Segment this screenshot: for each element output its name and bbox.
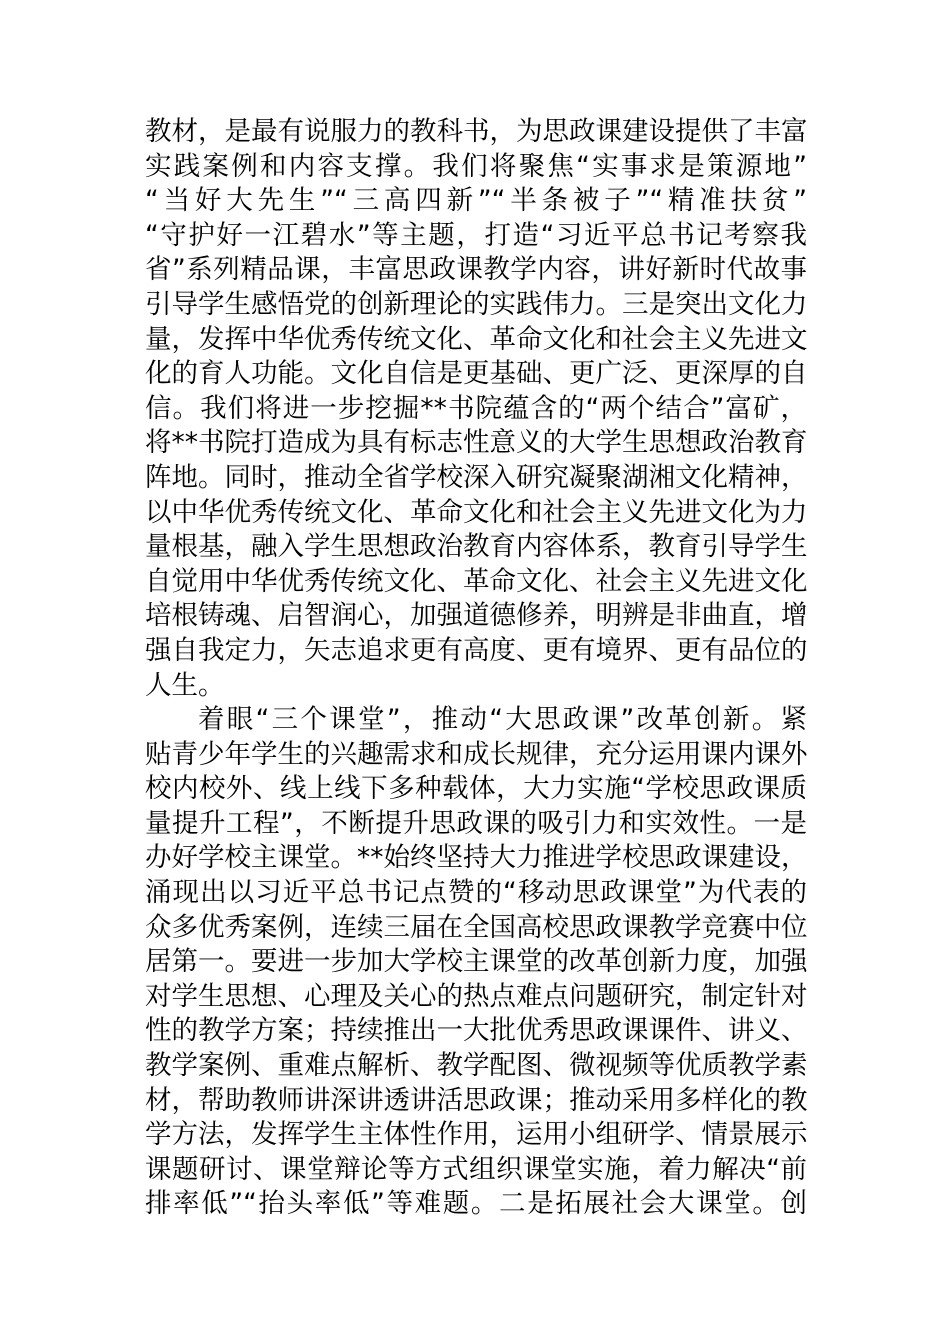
text-line: 办好学校主课堂。**始终坚持大力推进学校思政课建设，	[145, 842, 808, 874]
text-line: 强自我定力，矢志追求更有高度、更有境界、更有品位的	[145, 634, 808, 666]
text-line: 阵地。同时，推动全省学校深入研究凝聚湖湘文化精神，	[145, 461, 808, 493]
text-line: “当好大先生”“三高四新”“半条被子”“精准扶贫”	[145, 185, 807, 217]
document-body	[145, 115, 807, 1222]
text-line: 人生。	[145, 669, 225, 701]
text-line: 性的教学方案；持续推出一大批优秀思政课课件、讲义、	[145, 1015, 808, 1047]
text-line: 以中华优秀传统文化、革命文化和社会主义先进文化为力	[145, 496, 808, 528]
text-line: 教学案例、重难点解析、教学配图、微视频等优质教学素	[145, 1050, 808, 1082]
text-line: 教材，是最有说服力的教科书，为思政课建设提供了丰富	[145, 116, 808, 147]
text-line: 校内校外、线上线下多种载体，大力实施“学校思政课质	[145, 773, 807, 805]
text-line: 实践案例和内容支撑。我们将聚焦“实事求是策源地”	[145, 150, 807, 182]
text-line: 众多优秀案例，连续三届在全国高校思政课教学竞赛中位	[145, 911, 808, 943]
text-line: 学方法，发挥学生主体性作用，运用小组研学、情景展示	[145, 1119, 808, 1151]
text-line: 课题研讨、课堂辩论等方式组织课堂实施，着力解决“前	[145, 1153, 807, 1185]
text-line: 着眼“三个课堂”，推动“大思政课”改革创新。紧	[198, 704, 807, 736]
text-line: 引导学生感悟党的创新理论的实践伟力。三是突出文化力	[145, 288, 808, 320]
paragraph	[145, 703, 807, 1222]
paragraph	[145, 115, 807, 703]
text-line: 居第一。要进一步加大学校主课堂的改革创新力度，加强	[145, 946, 808, 978]
text-line: 对学生思想、心理及关心的热点难点问题研究，制定针对	[145, 980, 808, 1012]
text-line: 排率低”“抬头率低”等难题。二是拓展社会大课堂。创	[145, 1188, 807, 1220]
text-line: “守护好一江碧水”等主题，打造“习近平总书记考察我	[145, 219, 807, 251]
text-line: 量提升工程”，不断提升思政课的吸引力和实效性。一是	[145, 807, 807, 839]
text-line: 自觉用中华优秀传统文化、革命文化、社会主义先进文化	[145, 565, 808, 597]
text-line: 培根铸魂、启智润心，加强道德修养，明辨是非曲直，增	[145, 600, 808, 632]
text-line: 涌现出以习近平总书记点赞的“移动思政课堂”为代表的	[145, 877, 807, 909]
text-line: 量，发挥中华优秀传统文化、革命文化和社会主义先进文	[145, 323, 808, 355]
text-line: 材，帮助教师讲深讲透讲活思政课；推动采用多样化的教	[145, 1084, 808, 1116]
text-line: 量根基，融入学生思想政治教育内容体系，教育引导学生	[145, 531, 808, 563]
text-line: 省”系列精品课，丰富思政课教学内容，讲好新时代故事	[145, 254, 807, 286]
text-line: 贴青少年学生的兴趣需求和成长规律，充分运用课内课外	[145, 738, 808, 770]
text-line: 化的育人功能。文化自信是更基础、更广泛、更深厚的自	[145, 358, 808, 390]
text-line: 将**书院打造成为具有标志性意义的大学生思想政治教育	[145, 427, 808, 459]
text-line: 信。我们将进一步挖掘**书院蕴含的“两个结合”富矿，	[145, 392, 807, 424]
